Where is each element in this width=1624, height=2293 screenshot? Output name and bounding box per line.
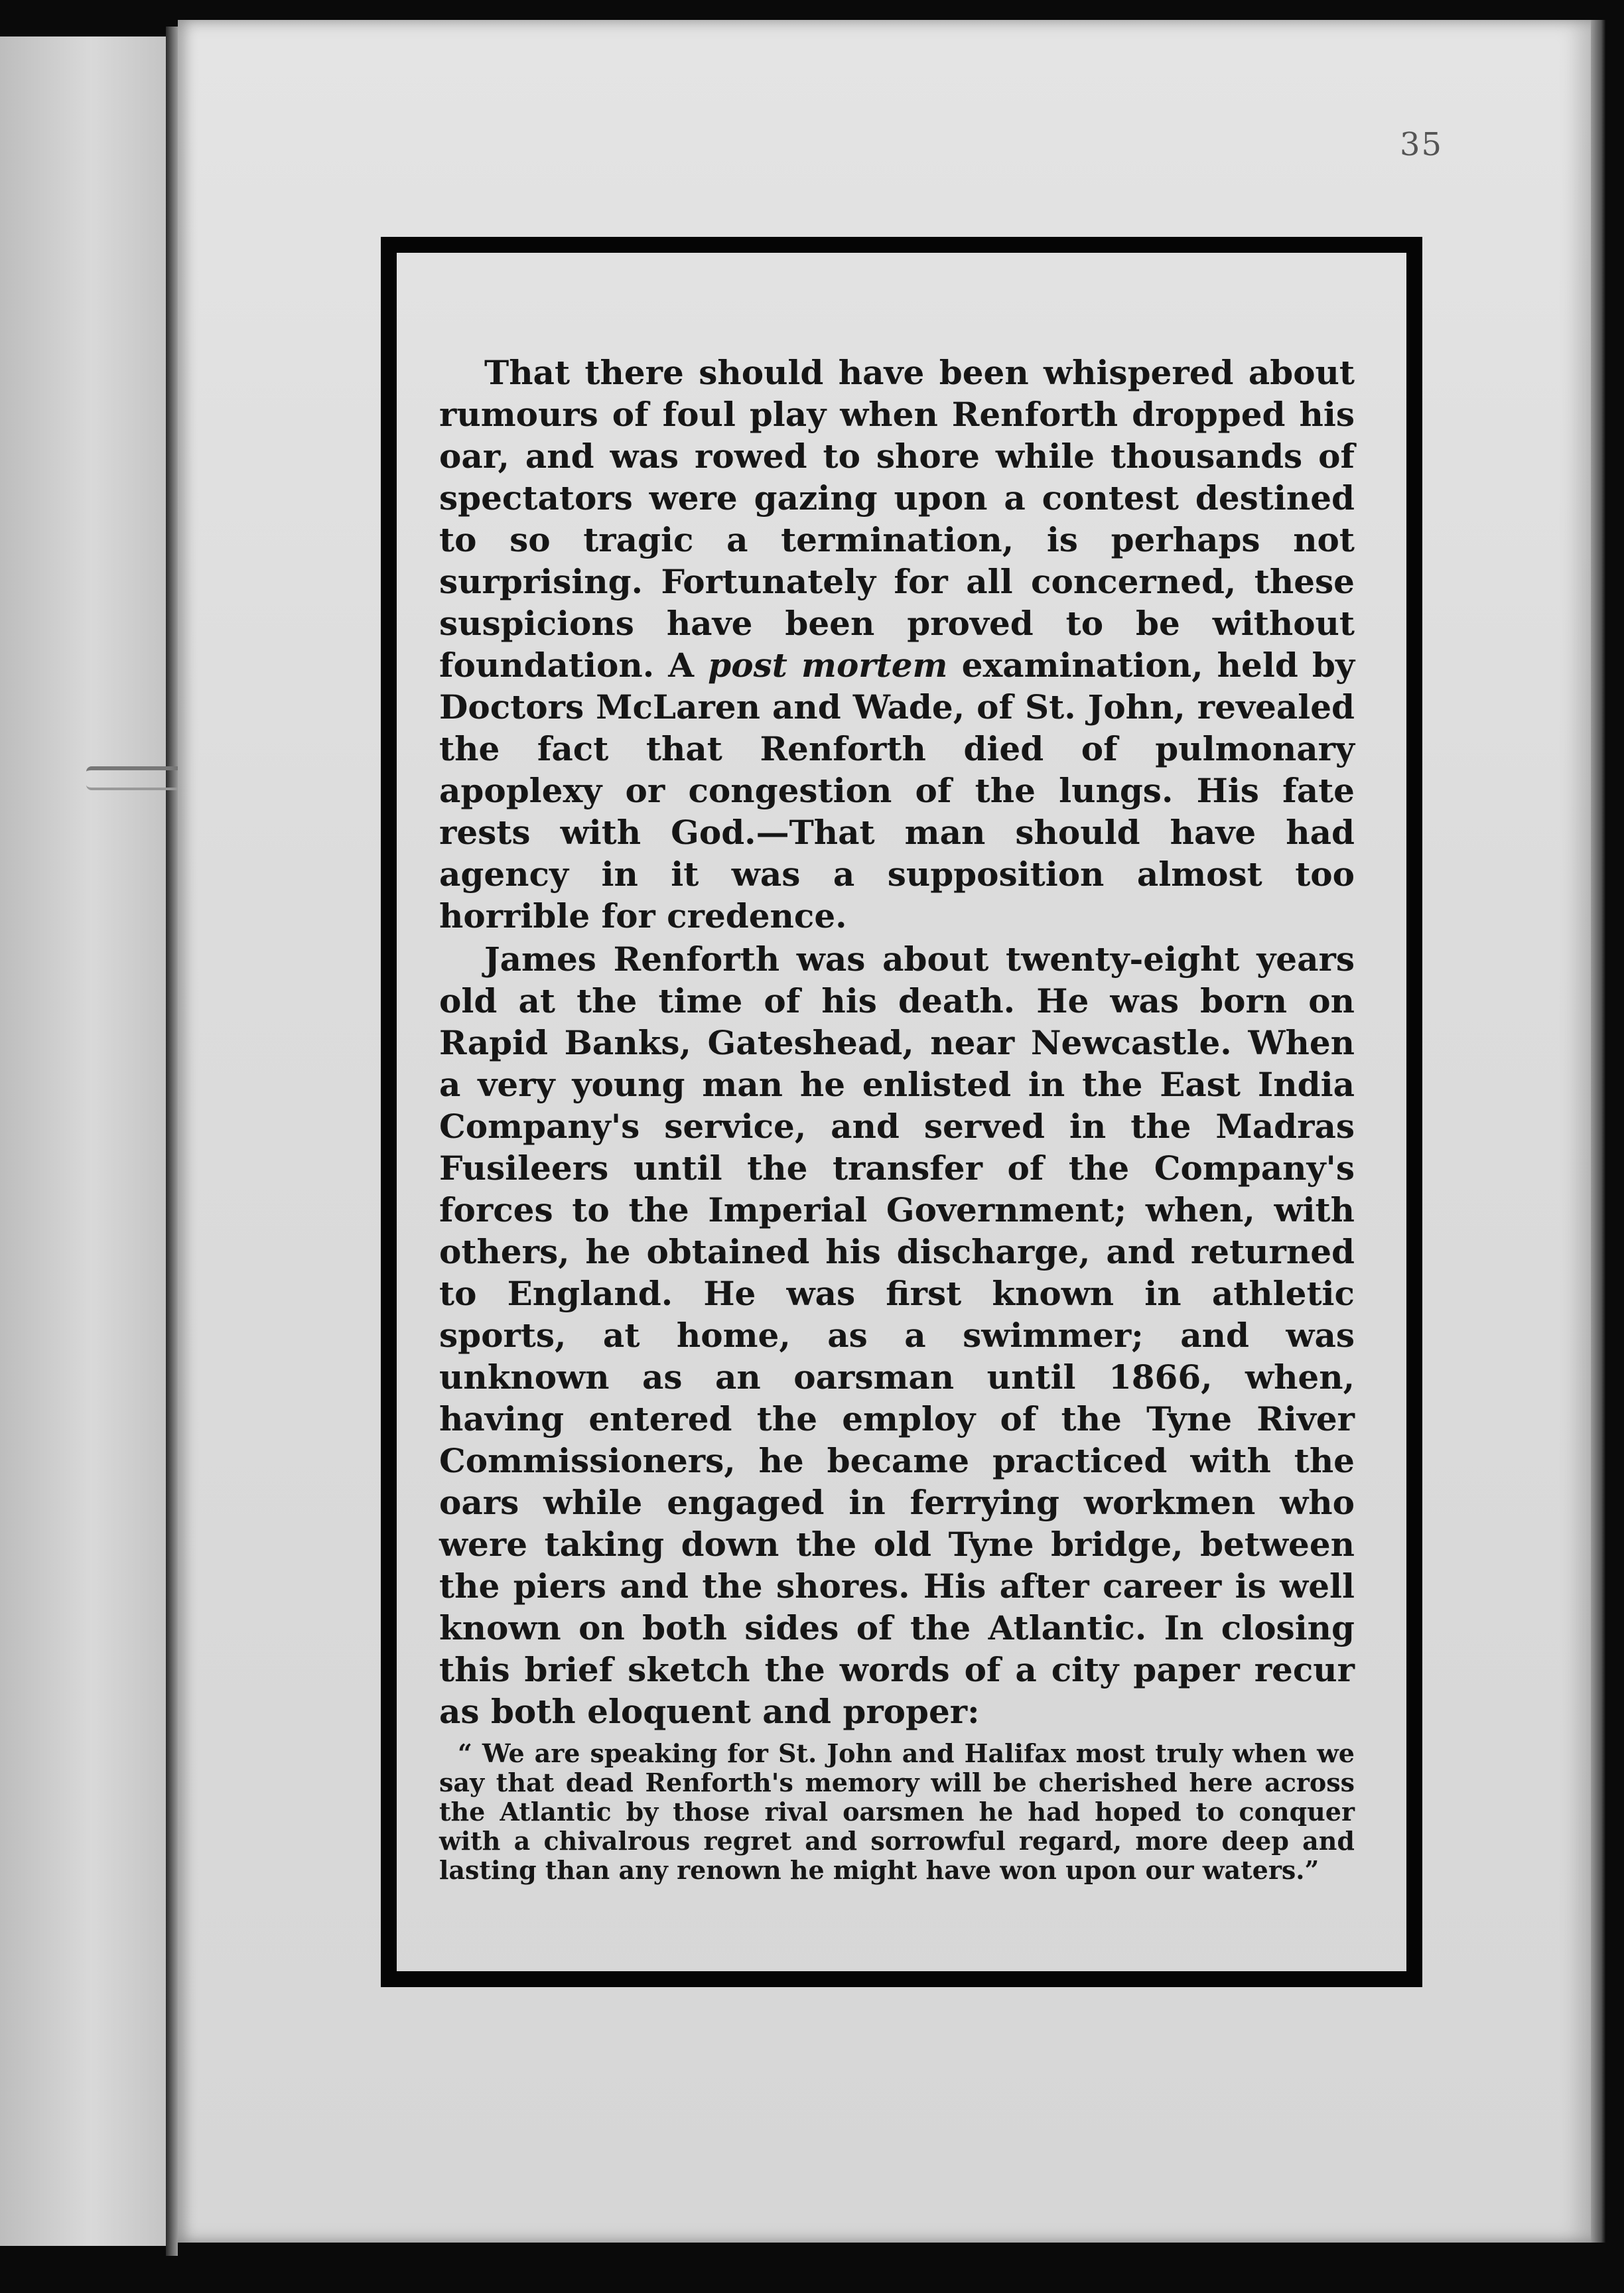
- page-edge-shadow: [1591, 20, 1605, 2243]
- paragraph-1-lead: That there should have been whispered about rumours of foul play when Renforth dropped his oar, and was rowed to shore while thousands of spectators were gazing upon a contest destined to so tragic a termination, is perhaps not surprising. Fortunately for all concerned, these suspicions have been proved to be without foundation. A: [439, 353, 1355, 685]
- block-quote: “ We are speaking for St. John and Halifax most truly when we say that dead Renforth's memory will be cherished here across the Atlantic by those rival oarsmen he had hoped to conquer with a chivalrous regret and sorrowful regard, more deep and lasting than any renown he might have won upon our waters.”: [439, 1738, 1355, 1885]
- article-paragraph-2: James Renforth was about twenty-eight years old at the time of his death. He was born on Rapid Banks, Gateshead, near Newcastle. When a very young man he enlisted in the East India Company's service, and served in the Madras Fusileers until the transfer of the Company's forces to the Imperial Government; when, with others, he obtained his discharge, and returned to England. He was first known in athletic sports, at home, as a swimmer; and was unknown as an oarsman until 1866, when, having entered the employ of the Tyne River Commissioners, he became practiced with the oars while engaged in ferrying workmen who were taking down the old Tyne bridge, between the piers and the shores. His after career is well known on both sides of the Atlantic. In closing this brief sketch the words of a city paper recur as both eloquent and proper:: [439, 939, 1355, 1731]
- paragraph-1-rest: examination, held by Doctors McLaren and Wade, of St. John, revealed the fact that Renforth died of pulmonary apoplexy or congestion of the lungs. His fate rests with God.—That man should have had agency in it was a supposition almost too horrible for credence.: [439, 646, 1355, 936]
- facing-page-edge: [0, 36, 166, 2246]
- page-number: 35: [1400, 126, 1444, 163]
- italic-phrase: post mortem: [708, 646, 948, 685]
- article-paragraph-1: [439, 352, 1355, 937]
- article-body: [439, 352, 1355, 1885]
- book-gutter: [166, 27, 178, 2256]
